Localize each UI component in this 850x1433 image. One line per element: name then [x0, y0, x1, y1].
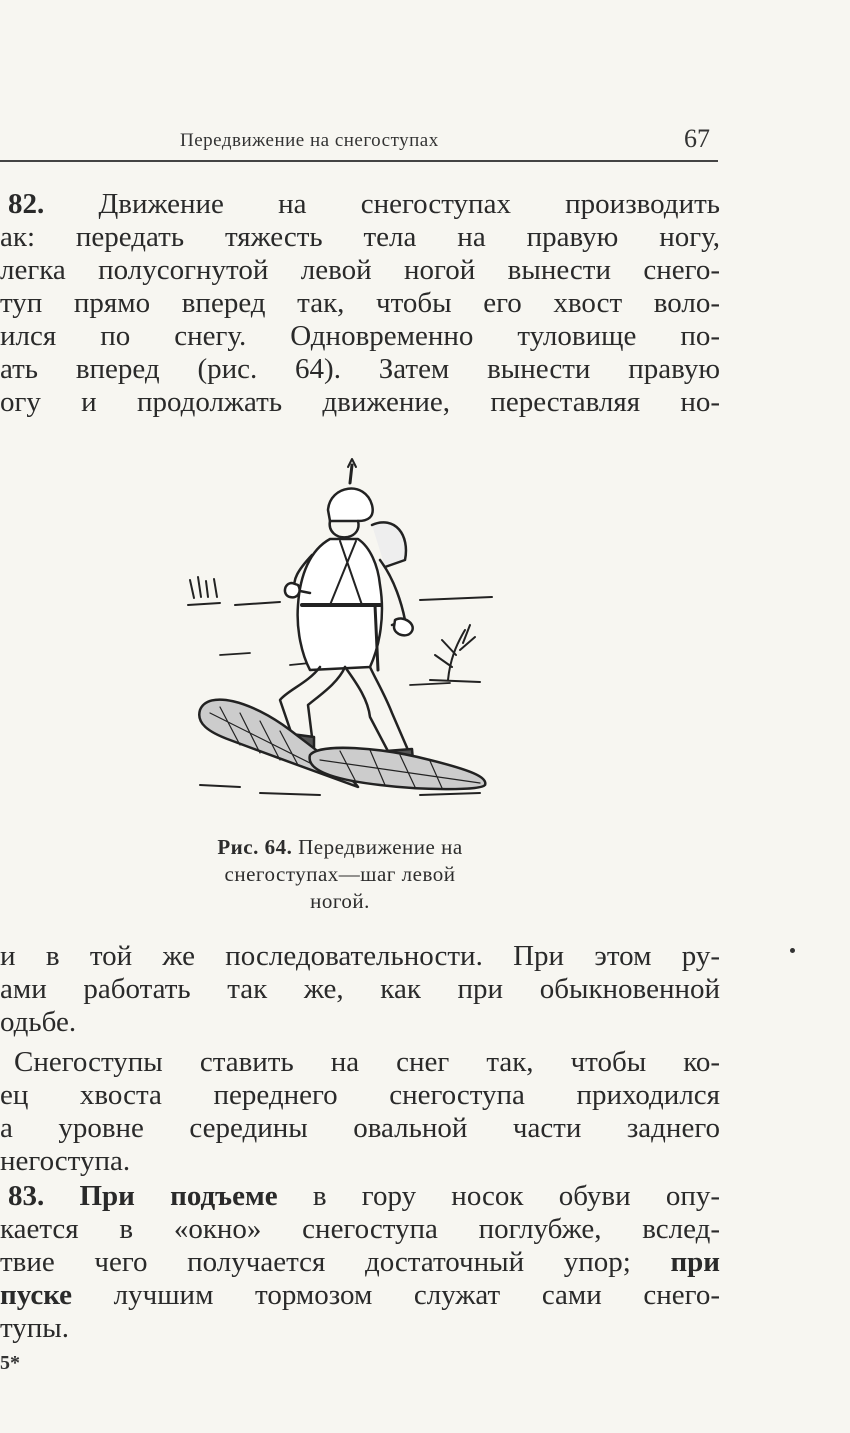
signature-mark: 5*: [0, 1352, 20, 1374]
text-line: а уровне середины овальной части заднего: [0, 1112, 720, 1144]
text-line: и в той же последовательности. При этом ру-: [0, 940, 720, 972]
running-title: Передвижение на снегоступах: [180, 130, 439, 151]
paragraph-83: [0, 1180, 720, 1345]
paragraph-82-continuation: [0, 940, 720, 1039]
paragraph-number: 83.: [8, 1180, 45, 1212]
figure-caption: [160, 834, 520, 915]
caption-line: Передвижение на: [298, 835, 463, 859]
text-line: ец хвоста переднего снегоступа приходился: [0, 1079, 720, 1111]
bold-term: пуске: [0, 1279, 73, 1311]
text-line: ать вперед (рис. 64). Затем вынести правую: [0, 353, 720, 385]
line-text: твие чего получается достаточный упор;: [0, 1246, 631, 1278]
text-line: Снегоступы ставить на снег так, чтобы ко-: [14, 1046, 720, 1078]
text-line: ак: передать тяжесть тела на правую ногу,: [0, 221, 720, 253]
paragraph-snowshoe-placement: [0, 1046, 720, 1178]
text-line: [0, 1246, 720, 1279]
line-text: в гору носок обуви опу-: [312, 1180, 721, 1212]
text-line: негоступа.: [0, 1145, 131, 1177]
bold-lead: При подъеме: [79, 1180, 278, 1212]
text-line: огу и продолжать движение, переставляя но-: [0, 386, 720, 418]
soldier-on-snowshoes-illustration: [180, 455, 500, 800]
caption-line: снегоступах—шаг левой: [224, 862, 456, 886]
text-line: тупы.: [0, 1312, 70, 1344]
running-head: [0, 124, 718, 164]
text-line: легка полусогнутой левой ногой вынести снего-: [0, 254, 720, 286]
caption-label: Рис. 64.: [217, 835, 293, 859]
text-line: кается в «окно» снегоступа поглубже, вслед-: [0, 1213, 720, 1245]
paragraph-number: 82.: [8, 188, 45, 220]
text-line: [0, 1279, 720, 1312]
page-number: 67: [684, 124, 710, 153]
text-line: [0, 1180, 720, 1213]
text-line: [0, 188, 720, 221]
print-speck: [790, 948, 795, 953]
text-line: туп прямо вперед так, чтобы его хвост воло-: [0, 287, 720, 319]
text-line: одьбе.: [0, 1006, 77, 1038]
bold-term: при: [670, 1246, 720, 1278]
text-line: ился по снегу. Одновременно туловище по-: [0, 320, 720, 352]
line-text: Движение на снегоступах производить: [98, 188, 720, 220]
caption-line: ногой.: [310, 889, 370, 913]
header-rule: [0, 160, 718, 162]
text-line: ами работать так же, как при обыкновенной: [0, 973, 720, 1005]
paragraph-82: [0, 188, 720, 419]
line-text: лучшим тормозом служат сами снего-: [113, 1279, 720, 1311]
